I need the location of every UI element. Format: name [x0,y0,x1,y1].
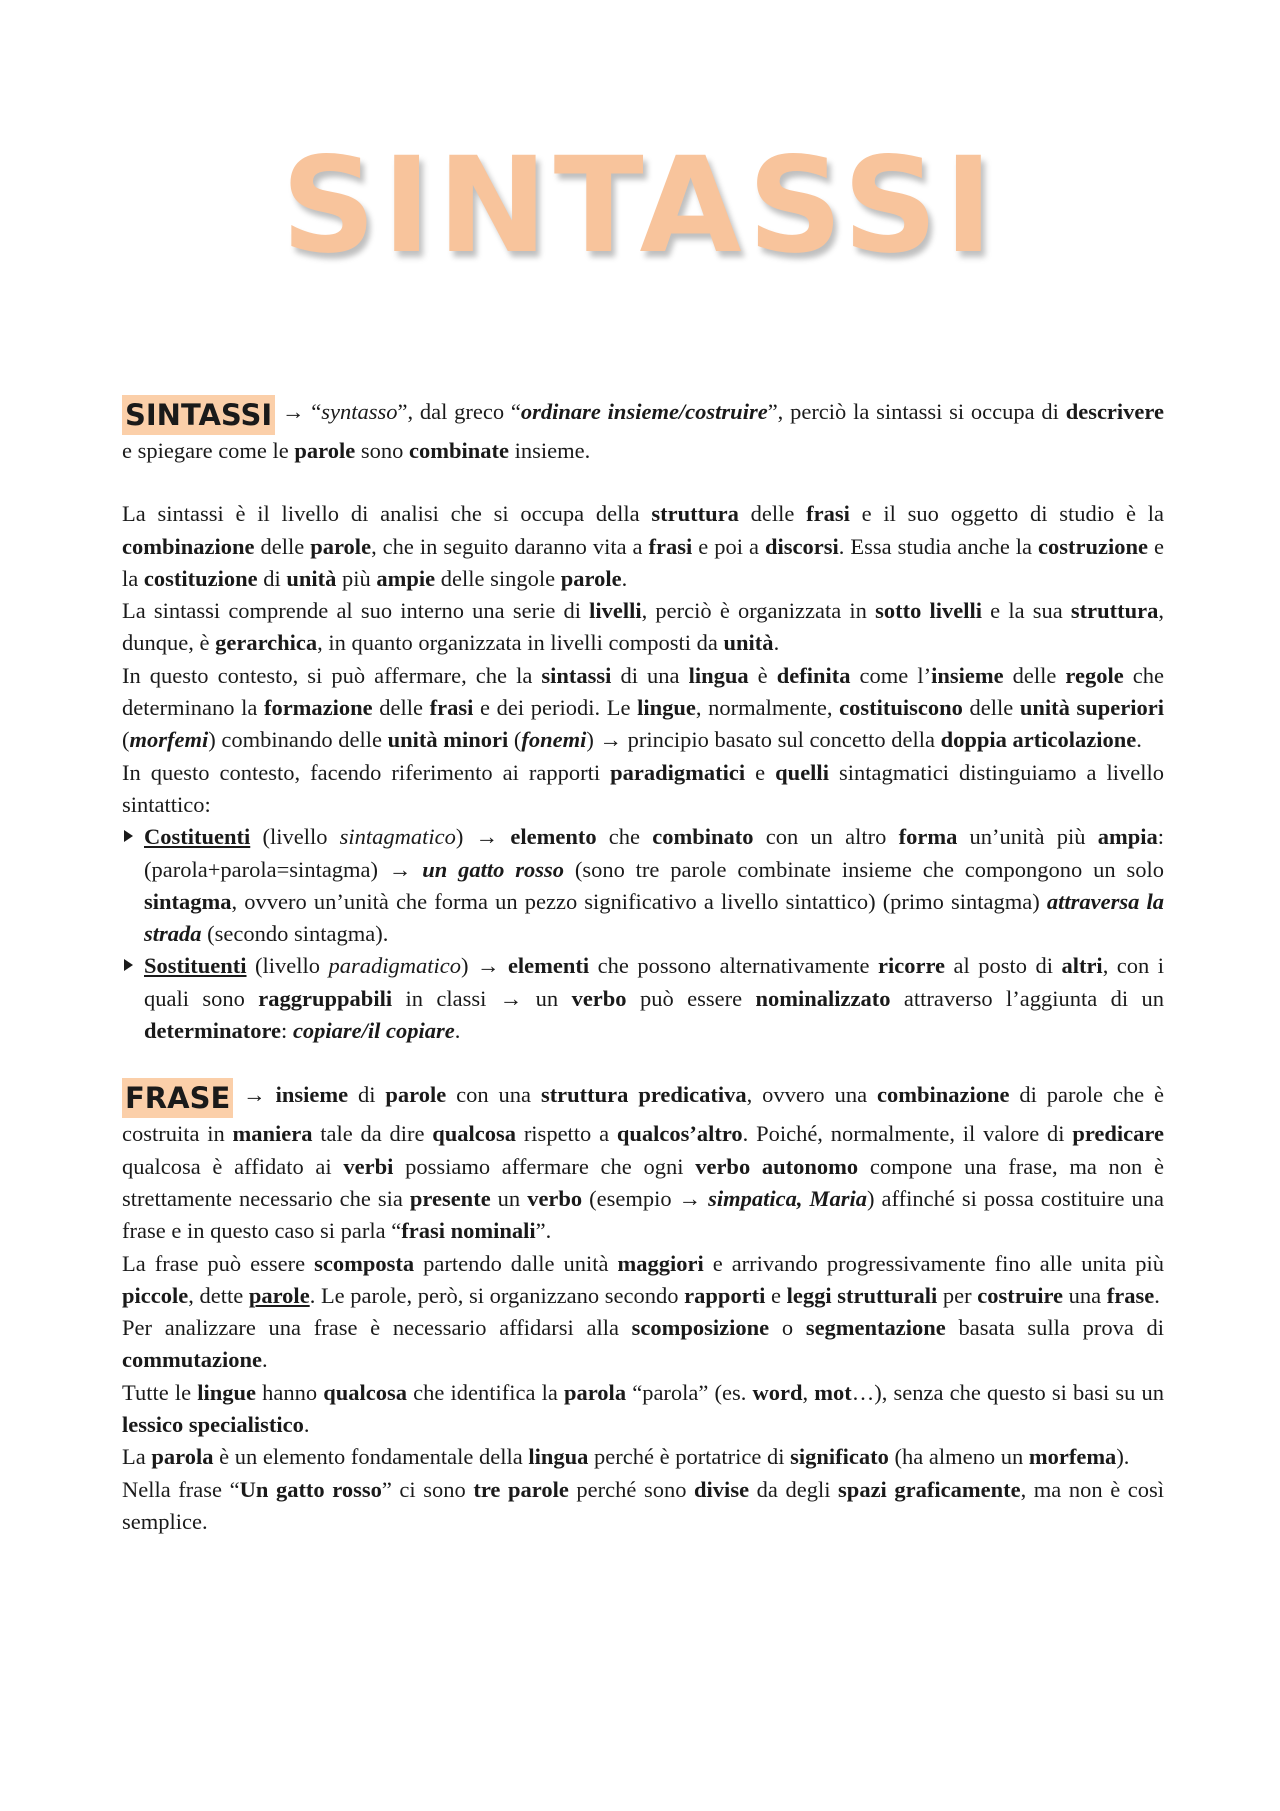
text-run: leggi strutturali [786,1282,938,1308]
text-run: maggiori [617,1250,704,1276]
text-run: insieme. [509,438,591,463]
text-run: Sostituenti [144,953,247,979]
text-run: di parole che è costruita in [122,1082,1165,1147]
frase-intro [122,1078,1164,1247]
text-run: struttura [651,501,739,527]
text-run: . Le parole, però, si organizzano secondo [309,1282,685,1308]
text-run: (livello [246,953,329,979]
text-run: nominalizzato [755,985,891,1011]
text-run: La frase può essere [122,1250,315,1276]
text-run: qualcosa è affidato ai [122,1153,344,1179]
text-run: lingue [197,1379,256,1405]
text-run: , che in seguito daranno vita a [371,533,649,559]
list-item [122,821,1164,950]
triangle-bullet-icon [124,830,133,842]
text-run: delle [962,695,1020,721]
text-run: come l’ [850,662,932,688]
text-run: (secondo sintagma). [201,921,389,947]
text-run: hanno [255,1379,324,1405]
text-run: , [802,1379,815,1405]
text-run: con una [446,1082,541,1108]
text-run: ) combinando delle [208,727,388,753]
text-run: word [752,1379,803,1405]
text-run: che [596,824,653,850]
text-run: verbo [527,1185,583,1211]
text-run: divise [694,1476,750,1502]
text-run: e poi a [692,533,765,559]
bullet-list [122,821,1164,1047]
text-run: unità [723,630,774,656]
page-title: SINTASSI [281,129,999,283]
text-run: tale da dire [312,1121,433,1147]
text-run: significato [790,1444,889,1470]
text-run: ricorre [878,953,946,979]
text-run: rispetto a [516,1121,617,1147]
text-run: sono [355,438,410,463]
text-run: altri [1061,953,1103,979]
text-run: e la [122,533,1164,591]
text-run: …), senza che questo si basi su un [851,1379,1165,1405]
text-run: forma [898,824,958,850]
text-run: sintagmatico [339,824,456,850]
text-run: , ovvero un’unità che forma un pezzo significativo a livello sintattico) (primo sintagma) [231,888,1047,914]
text-run: morfema [1028,1444,1117,1470]
text-run: , normalmente, [695,695,840,721]
text-run: sotto livelli [875,598,982,624]
text-run: perché è portatrice di [588,1444,791,1470]
text-run: unità minori [387,727,509,753]
sintassi-paragraph [122,660,1164,757]
text-run: ) → [460,953,508,979]
text-run: attraversa la strada [144,888,1164,947]
text-run: delle [372,695,430,721]
text-run: maniera [232,1121,313,1147]
text-run: frasi [806,501,850,527]
text-run [1070,695,1077,720]
text-run: ”, dal greco “ [397,399,521,424]
text-run: Tutte le [122,1379,198,1405]
text-run: “parola” (es. [626,1379,753,1405]
list-item-text [144,824,1164,946]
text-run: parole [560,565,622,591]
triangle-bullet-icon [124,959,133,971]
text-run: qualcosa [432,1121,517,1147]
text-run: La sintassi è il livello di analisi che si occupa della [122,501,652,527]
text-run: di [257,565,287,591]
text-run: (esempio → [582,1185,709,1211]
text-run: verbo autonomo [695,1153,859,1179]
text-run: parole [248,1282,310,1308]
text-run: unità [286,565,337,591]
text-run: frase [1106,1282,1155,1308]
text-run: o [769,1315,806,1341]
frase-label: FRASE [122,1078,233,1118]
text-run: combinazione [876,1082,1010,1108]
text-run: verbi [343,1153,394,1179]
text-run: e il suo oggetto di studio è la [849,501,1165,527]
text-run: elemento [510,824,597,850]
text-run: formazione [263,695,373,721]
sintassi-paragraph [122,595,1164,660]
text-run: sintagma [144,888,232,914]
text-run: doppia articolazione [940,727,1137,753]
text-run: che possono alternativamente [589,953,878,979]
text-run: determinatore [144,1018,282,1044]
text-run: ). [1116,1444,1130,1470]
text-run: . [1154,1282,1160,1308]
text-run: parole [385,1082,447,1108]
text-run: può essere [626,985,756,1011]
frase-intro-text [122,1082,1164,1243]
text-run: combinato [652,824,754,850]
text-run: verbo [571,985,627,1011]
sintassi-intro [122,395,1164,467]
text-run: tre parole [473,1476,569,1502]
text-run: lessico specialistico [122,1412,304,1438]
text-run: costituiscono [839,695,963,721]
text-run: frasi [429,695,474,721]
text-run: lingue [637,695,696,721]
text-run: presente [409,1185,491,1211]
text-run: :(parola+parola=sintagma) → [144,824,1164,882]
frase-paragraph [122,1474,1164,1539]
list-item [122,950,1164,1047]
sintassi-intro-text [122,399,1164,463]
frase-paragraph [122,1441,1164,1473]
text-run: In questo contesto, facendo riferimento ai rapporti [122,759,611,785]
text-run: frasi nominali [401,1218,536,1244]
text-run: combinate [409,438,510,463]
text-run: parola [563,1379,627,1405]
text-run: una [1063,1282,1107,1308]
text-run: di [348,1082,386,1108]
document-body [122,395,1164,1538]
text-run: . Poiché, normalmente, il valore di [742,1121,1073,1147]
text-run: costituzione [143,565,258,591]
text-run: e dei periodi. Le [473,695,638,721]
text-run: superiori [1076,695,1165,721]
text-run: (sono tre parole combinate insieme che compongono un solo [563,856,1164,882]
text-run: ” ci sono [381,1476,474,1502]
text-run: parole [310,533,372,559]
text-run: . [261,1347,268,1373]
text-run: delle [1003,662,1066,688]
text-run: più [336,565,377,591]
text-run: scomposta [314,1250,415,1276]
text-run: che identifica la [407,1379,564,1405]
text-run: possiamo affermare che ogni [393,1153,696,1179]
text-run: , in quanto organizzata in livelli composti da [317,630,724,656]
text-run: . [621,565,628,591]
text-run: La sintassi comprende al suo interno una serie di [122,598,590,624]
text-run: struttura [1070,598,1159,624]
text-run: ”, perciò la sintassi si occupa di [767,399,1066,424]
text-run: parole [294,438,356,463]
text-run: ”. [535,1218,552,1244]
text-run: delle [738,501,807,527]
text-run: qualcosa [323,1379,408,1405]
text-run: , perciò è organizzata in [641,598,876,624]
text-run: ordinare insieme/costruire [520,399,768,424]
text-run: descrivere [1065,399,1164,424]
text-run: e arrivando progressivamente fino alle unita più [703,1250,1164,1276]
text-run: ( [508,727,522,753]
text-run: insieme [275,1082,349,1108]
spacer [122,1047,1164,1078]
text-run: predicare [1072,1121,1164,1147]
text-run: costruire [977,1282,1064,1308]
text-run: costruzione [1038,533,1149,559]
text-run: lingua [528,1444,589,1470]
text-run: livelli [589,598,642,624]
sintassi-label: SINTASSI [122,395,275,435]
text-run: Nella frase “ [122,1476,240,1502]
text-run: perché sono [568,1476,695,1502]
text-run: . [454,1018,461,1044]
text-run: , con i quali sono [144,953,1165,1011]
text-run: frasi [648,533,693,559]
text-run: . [1136,727,1142,753]
text-run: discorsi [765,533,839,559]
text-run: : [281,1018,293,1044]
text-run: delle [254,533,311,559]
text-run: da degli [749,1476,839,1502]
text-run: un gatto rosso [422,856,564,882]
frase-paragraph [122,1312,1164,1377]
text-run: ) → principio basato sul concetto della [586,727,941,753]
text-run: un’unità più [957,824,1098,850]
text-run: . Essa studia anche la [838,533,1039,559]
frase-paragraph [122,1377,1164,1442]
text-run: . [773,630,780,656]
text-run: sintassi [541,662,612,688]
text-run: piccole [122,1282,189,1308]
text-run: unità [1019,695,1070,721]
text-run: La [122,1444,152,1470]
text-run: quelli [775,759,829,785]
frase-paragraph [122,1248,1164,1313]
text-run: → “ [275,399,322,424]
text-run: al posto di [945,953,1062,979]
text-run: ) affinché si possa costituire una frase e in questo caso si parla “ [122,1185,1165,1244]
text-run: (ha almeno un [888,1444,1029,1470]
text-run: rapporti [684,1282,766,1308]
text-run: In questo contesto, si può affermare, che la [122,662,542,688]
text-run: , ovvero una [746,1082,877,1108]
text-run: struttura predicativa [540,1082,747,1108]
text-run: con un altro [753,824,899,850]
text-run: per [937,1282,978,1308]
text-run: sintagmatici distinguiamo a livello sintattico: [122,759,1164,817]
text-run: e spiegare come le [122,438,295,463]
text-run: → [233,1082,276,1108]
text-run: ) → [455,824,511,850]
text-run: è [748,662,777,688]
text-run: paradigmatici [610,759,746,785]
text-run: combinazione [122,533,255,559]
text-run: lingua [688,662,749,688]
text-run: e la sua [982,598,1071,624]
text-run: (livello [250,824,340,850]
sintassi-paragraph [122,757,1164,822]
text-run: in classi → un [392,985,572,1011]
text-run: copiare/il copiare [292,1018,455,1044]
text-run: qualcos’altro [616,1121,743,1147]
text-run: Per analizzare una frase è necessario affidarsi alla [122,1315,632,1341]
text-run: mot [814,1379,852,1405]
text-run: , dunque, è [122,598,1164,656]
text-run: , dette [188,1282,249,1308]
text-run: scomposizione [631,1315,770,1341]
text-run: definita [776,662,851,688]
text-run: che determinano la [122,662,1164,721]
text-run: delle singole [435,565,561,591]
text-run: ( [122,727,130,753]
text-run: . [303,1412,310,1438]
spacer [122,467,1164,498]
text-run: compone una frase, ma non è strettamente necessario che sia [122,1153,1164,1211]
text-run: un [490,1185,528,1211]
text-run: attraverso l’aggiunta di un [890,985,1164,1011]
sintassi-paragraph [122,498,1164,595]
text-run: segmentazione [805,1315,946,1341]
text-run: regole [1065,662,1124,688]
text-run: ampie [376,565,436,591]
text-run: morfemi [129,727,209,753]
text-run: Un gatto rosso [239,1476,382,1502]
text-run: è un elemento fondamentale della [213,1444,529,1470]
text-run: commutazione [122,1347,262,1373]
text-run: fonemi [521,727,587,753]
text-run: basata sulla prova di [945,1315,1165,1341]
text-run: spazi graficamente [838,1476,1021,1502]
text-run: parola [151,1444,214,1470]
text-run: syntasso [321,399,398,424]
text-run: Costituenti [144,824,251,850]
text-run: insieme [931,662,1004,688]
text-run: di una [611,662,689,688]
text-run: , ma non è così semplice. [122,1476,1165,1534]
text-run: partendo dalle unità [414,1250,618,1276]
text-run: ampia [1097,824,1158,850]
text-run: raggruppabili [258,985,393,1011]
text-run: elementi [507,953,590,979]
text-run: paradigmatico [328,953,461,979]
text-run: gerarchica [215,630,318,656]
list-item-text [144,953,1164,1043]
text-run: simpatica, Maria [708,1185,868,1211]
text-run: e [765,1282,787,1308]
text-run: e [745,759,776,785]
